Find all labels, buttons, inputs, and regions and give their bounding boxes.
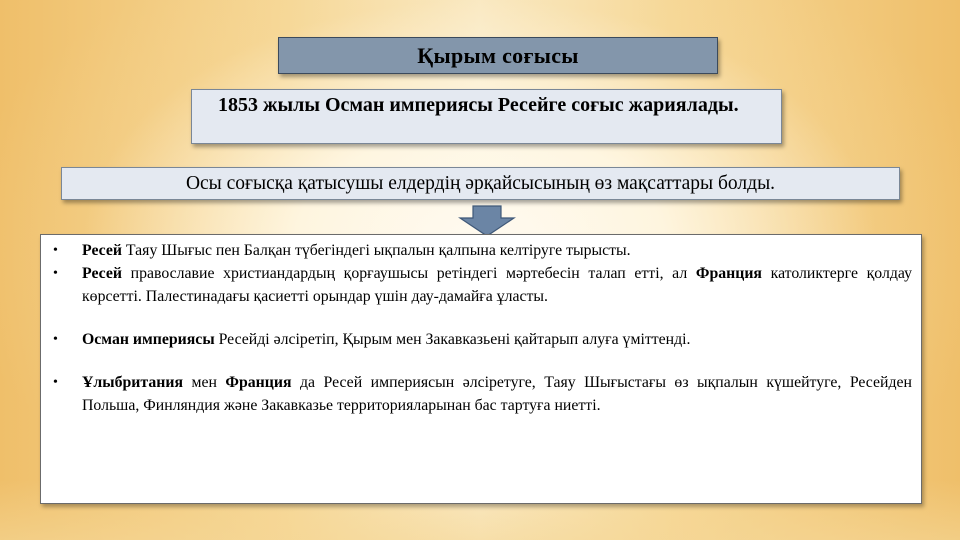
bullet: • (53, 243, 58, 258)
slide-title-box (278, 37, 718, 74)
point-subject: Осман империясы (82, 331, 215, 348)
down-arrow-icon (458, 205, 516, 237)
list-item (53, 262, 912, 308)
list-item (53, 328, 912, 351)
goals-intro-text: Осы соғысқа қатысушы елдердің әрқайсысының өз мақсаттары болды. (185, 172, 776, 194)
bullet: • (53, 332, 58, 347)
point-subject: Ұлыбритания (82, 374, 183, 391)
bullet: • (53, 375, 58, 390)
point-subject: Ресей (82, 265, 122, 282)
point-subject: Ресей (82, 242, 122, 259)
slide-title: Қырым соғысы (417, 42, 579, 68)
point-text: Таяу Шығыс пен Балқан түбегіндегі ықпалын қалпына келтіруге тырысты. (121, 242, 631, 259)
point-text: православие христиандардың қорғаушысы ретіндегі мәртебесін талап етті, ал (121, 265, 696, 282)
list-item (53, 371, 912, 417)
point-text-2: да Ресей империясын әлсіретуге, Таяу Шығыстағы өз ықпалын күшейтуге, Ресейден Польша, Финляндия және Закавказье территорияларынан бас тартуға ниетті. (82, 374, 912, 414)
point-text: Ресейді әлсіретіп, Қырым мен Закавказьені қайтарып алуға үміттенді. (214, 331, 691, 348)
point-subject-2: Франция (225, 374, 292, 391)
points-list (40, 234, 922, 504)
list-item (53, 239, 912, 262)
declaration-text: 1853 жылы Осман империясы Ресейге соғыс жариялады. (218, 94, 739, 116)
goals-intro-box (61, 167, 900, 200)
point-text: мен (183, 374, 226, 391)
declaration-box (191, 89, 782, 144)
point-text-2: католиктерге қолдау көрсетті. Палестинадағы қасиетті орындар үшін дау-дамайға ұласты. (82, 265, 912, 305)
bullet: • (53, 266, 58, 281)
point-subject-2: Франция (695, 265, 762, 282)
